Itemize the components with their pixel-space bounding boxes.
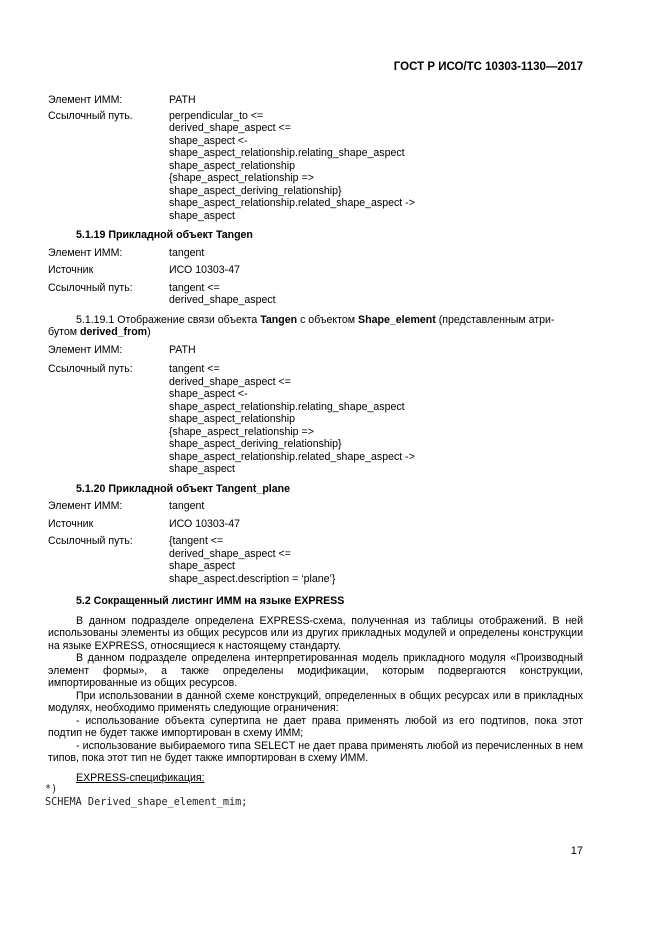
- field-value: PATH: [169, 343, 196, 356]
- mapping-row: [48, 518, 583, 531]
- path-line: shape_aspect_relationship.related_shape_aspect ->: [169, 197, 415, 209]
- mapping-row: [48, 94, 583, 107]
- field-label: Элемент ИММ:: [48, 500, 123, 512]
- restriction-item: - использование выбираемого типа SELECT не дает права применять любой из перечисленных в нем типов, пока этот тип не будет также импортирован в схему ИММ.: [48, 739, 583, 764]
- field-label: Ссылочный путь:: [48, 281, 133, 294]
- path-line: shape_aspect_relationship.relating_shape_aspect: [169, 400, 405, 413]
- section-heading: 5.1.19 Прикладной объект Tangen: [76, 229, 253, 241]
- spec-label: EXPRESS-спецификация:: [76, 771, 205, 784]
- path-line: shape_aspect_deriving_relationship}: [169, 184, 342, 197]
- path-line: {shape_aspect_relationship =>: [169, 172, 314, 184]
- mapping-row: [48, 363, 583, 476]
- body-paragraph: При использовании в данной схеме конструкций, определенных в общих ресурсах или в прикладных модулях, необходимо применять следующие ограничения:: [48, 689, 583, 714]
- path-line: shape_aspect.description = ‘plane’}: [169, 572, 336, 585]
- reference-path: [169, 535, 583, 585]
- mapping-row: [48, 247, 583, 260]
- path-line: shape_aspect_relationship: [169, 413, 296, 425]
- field-value: ИСО 10303-47: [169, 264, 240, 276]
- reference-path: [169, 282, 583, 307]
- path-line: shape_aspect_deriving_relationship}: [169, 438, 342, 450]
- reference-path: [169, 110, 583, 223]
- path-line: shape_aspect_relationship.related_shape_aspect ->: [169, 450, 415, 463]
- path-line: shape_aspect_relationship.relating_shape_aspect: [169, 147, 405, 159]
- document-header: ГОСТ Р ИСО/ТС 10303-1130—2017: [393, 61, 583, 73]
- path-line: shape_aspect: [169, 463, 235, 475]
- path-line: shape_aspect: [169, 560, 235, 572]
- path-line: derived_shape_aspect <=: [169, 375, 291, 388]
- subsection-paragraph: 5.1.19.1 Отображение связи объекта Tangen с объектом Shape_element (представленным атри-: [76, 313, 555, 326]
- field-label: Источник: [48, 517, 94, 530]
- field-value: tangent: [169, 500, 205, 512]
- field-label: Элемент ИММ:: [48, 343, 123, 356]
- page-content: [45, 94, 583, 809]
- mapping-row: [48, 110, 583, 223]
- section-heading: 5.2 Сокращенный листинг ИММ на языке EXPRESS: [76, 595, 345, 607]
- restriction-item: - использование объекта супертипа не дает права применять любой из его подтипов, пока этот подтип не будет также импортирован в схему ИММ;: [48, 714, 583, 739]
- field-label: Ссылочный путь:: [48, 363, 133, 375]
- mapping-row: [48, 282, 583, 307]
- path-line: perpendicular_to <=: [169, 109, 264, 122]
- path-line: derived_shape_aspect <=: [169, 547, 291, 560]
- field-label: Источник: [48, 264, 94, 276]
- path-line: {tangent <=: [169, 535, 224, 547]
- path-line: tangent <=: [169, 363, 220, 375]
- path-line: shape_aspect <-: [169, 388, 248, 400]
- path-line: shape_aspect: [169, 209, 235, 222]
- field-label: Ссылочный путь.: [48, 109, 133, 122]
- path-line: {shape_aspect_relationship =>: [169, 425, 314, 438]
- field-label: Элемент ИММ:: [48, 94, 123, 106]
- reference-path: [169, 363, 583, 476]
- section-heading: 5.1.20 Прикладной объект Tangent_plane: [76, 482, 290, 495]
- mapping-row: [48, 535, 583, 585]
- path-line: shape_aspect <-: [169, 134, 248, 147]
- body-paragraph: В данном подразделе определена интерпретированная модель прикладного модуля «Производный элемент формы», а также определены модификации, которым подвергаются конструкции, импортированные из общих ресурсов.: [48, 652, 583, 689]
- body-paragraph: В данном подразделе определена EXPRESS-схема, полученная из таблицы отображений. В ней использованы элементы из общих ресурсов или из других прикладных модулей и определены конструкции на языке EXPRESS, относящиеся к настоящему стандарту.: [48, 614, 583, 652]
- field-label: Элемент ИММ:: [48, 246, 123, 259]
- path-line: tangent <=: [169, 281, 220, 294]
- path-line: derived_shape_aspect: [169, 294, 276, 306]
- field-value: PATH: [169, 94, 196, 106]
- path-line: shape_aspect_relationship: [169, 159, 296, 172]
- mapping-row: [48, 344, 583, 357]
- field-label: Ссылочный путь:: [48, 535, 133, 547]
- page-number: 17: [570, 845, 583, 857]
- mapping-row: [48, 264, 583, 277]
- field-value: ИСО 10303-47: [169, 517, 240, 530]
- field-value: tangent: [169, 246, 205, 259]
- mapping-row: [48, 500, 583, 513]
- path-line: derived_shape_aspect <=: [169, 122, 291, 134]
- subsection-paragraph-cont: бутом derived_from): [48, 326, 151, 338]
- code-line: SCHEMA Derived_shape_element_mim;: [45, 796, 248, 808]
- code-line: *): [45, 784, 58, 795]
